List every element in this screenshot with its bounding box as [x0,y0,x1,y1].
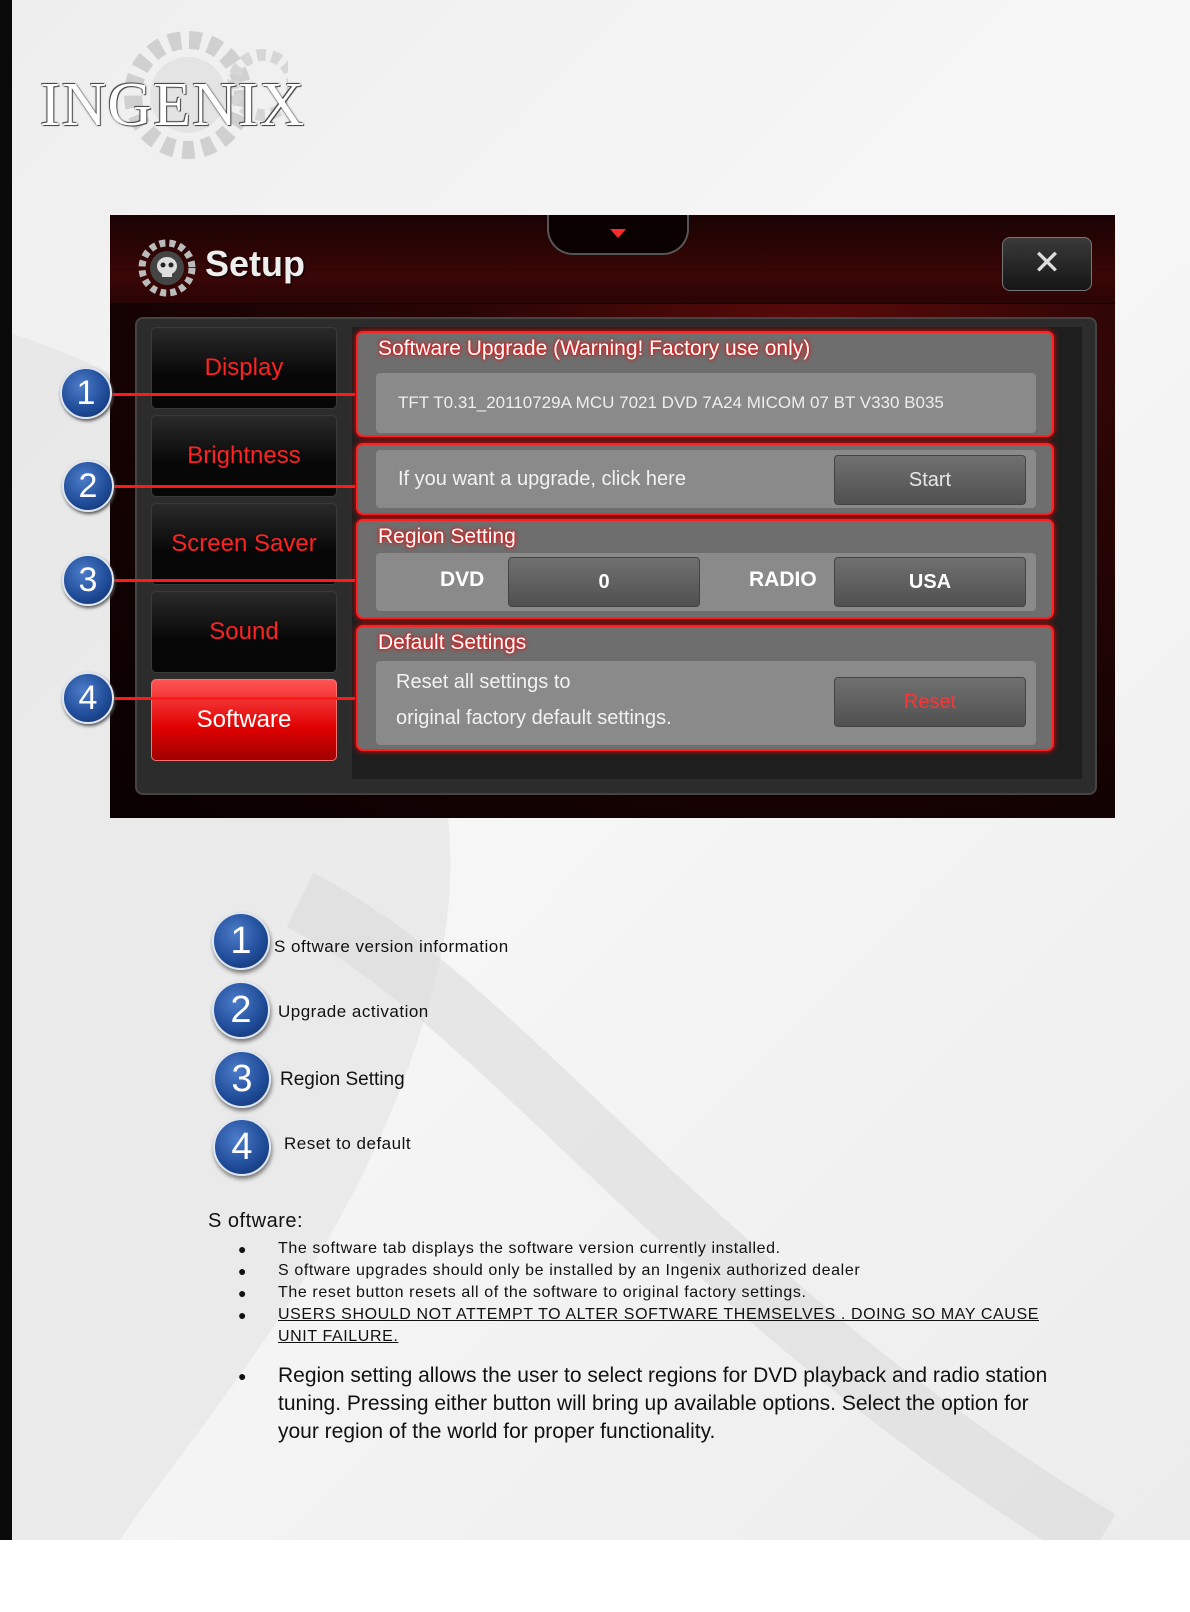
reset-button[interactable]: Reset [834,677,1026,727]
default-settings-box [376,661,1036,745]
callout-3: 3 [62,554,114,606]
default-settings-section [356,625,1054,751]
legend-number-3: 3 [213,1050,271,1108]
legend-text-1: S oftware version information [274,937,509,956]
setup-screen [110,215,1115,818]
left-edge-stripe [0,0,12,1540]
upgrade-activation-box [376,450,1036,508]
ingenix-logo [28,30,348,170]
close-icon: ✕ [1032,244,1062,282]
tab-sound[interactable]: Sound [151,591,337,673]
reset-description-line2: original factory default settings. [396,707,672,729]
tab-screen-saver[interactable]: Screen Saver [151,503,337,585]
legend-text-4: Reset to default [284,1134,412,1153]
legend-text-2: Upgrade activation [278,1002,429,1021]
legend-number-4: 4 [213,1118,271,1176]
legend-number-2: 2 [212,981,270,1039]
logo-text: INGENIX [40,71,306,139]
reset-description-line1: Reset all settings to [396,671,571,693]
dvd-label: DVD [440,568,485,591]
callout-1: 1 [60,367,112,419]
region-setting-title: Region Setting [378,525,516,548]
close-button[interactable] [1002,237,1092,291]
callout-line-3 [110,579,355,582]
callout-4: 4 [62,672,114,724]
tab-software[interactable]: Software [151,679,337,761]
legend-number-1: 1 [212,912,270,970]
callout-line-1 [110,393,355,396]
settings-frame [135,317,1097,795]
region-setting-section [356,519,1054,619]
software-upgrade-title: Software Upgrade (Warning! Factory use only) [378,337,811,360]
down-arrow-icon [610,229,626,238]
default-settings-title: Default Settings [378,631,527,654]
list-item: ● Region setting allows the user to select regions for DVD playback and radio station tuning. Pressing either button will bring up available options. Select the option for your region of the world for proper functionality. [238,1362,1058,1446]
list-item: ● The reset button resets all of the software to original factory settings. [238,1282,1058,1304]
callout-line-4 [110,697,355,700]
warning-list-item: ● USERS SHOULD NOT ATTEMPT TO ALTER SOFTWARE THEMSELVES . DOING SO MAY CAUSE UNIT FAILURE. [238,1304,1058,1348]
version-info-box [376,373,1036,433]
upgrade-activation-section [356,443,1054,515]
software-upgrade-section [356,331,1054,437]
tab-display[interactable]: Display [151,327,337,409]
callout-line-2 [110,485,355,488]
legend-text-3: Region Setting [280,1069,405,1090]
radio-label: RADIO [749,568,817,591]
region-setting-box [376,553,1036,611]
radio-region-button[interactable]: USA [834,557,1026,607]
tab-brightness[interactable]: Brightness [151,415,337,497]
setup-header [110,215,1115,304]
callout-2: 2 [62,460,114,512]
list-item: ● The software tab displays the software version currently installed. [238,1238,1058,1260]
software-heading: S oftware: [208,1210,304,1232]
setup-title: Setup [205,243,306,284]
software-notes-list [238,1238,1058,1446]
skull-gear-icon [138,239,196,297]
start-button[interactable]: Start [834,455,1026,505]
upgrade-prompt: If you want a upgrade, click here [398,468,686,490]
dvd-region-button[interactable]: 0 [508,557,700,607]
list-item: ● S oftware upgrades should only be installed by an Ingenix authorized dealer [238,1260,1058,1282]
software-panel [352,327,1082,779]
version-info: TFT T0.31_20110729A MCU 7021 DVD 7A24 MICOM 07 BT V330 B035 [398,393,944,412]
pull-down-handle[interactable] [547,215,689,255]
